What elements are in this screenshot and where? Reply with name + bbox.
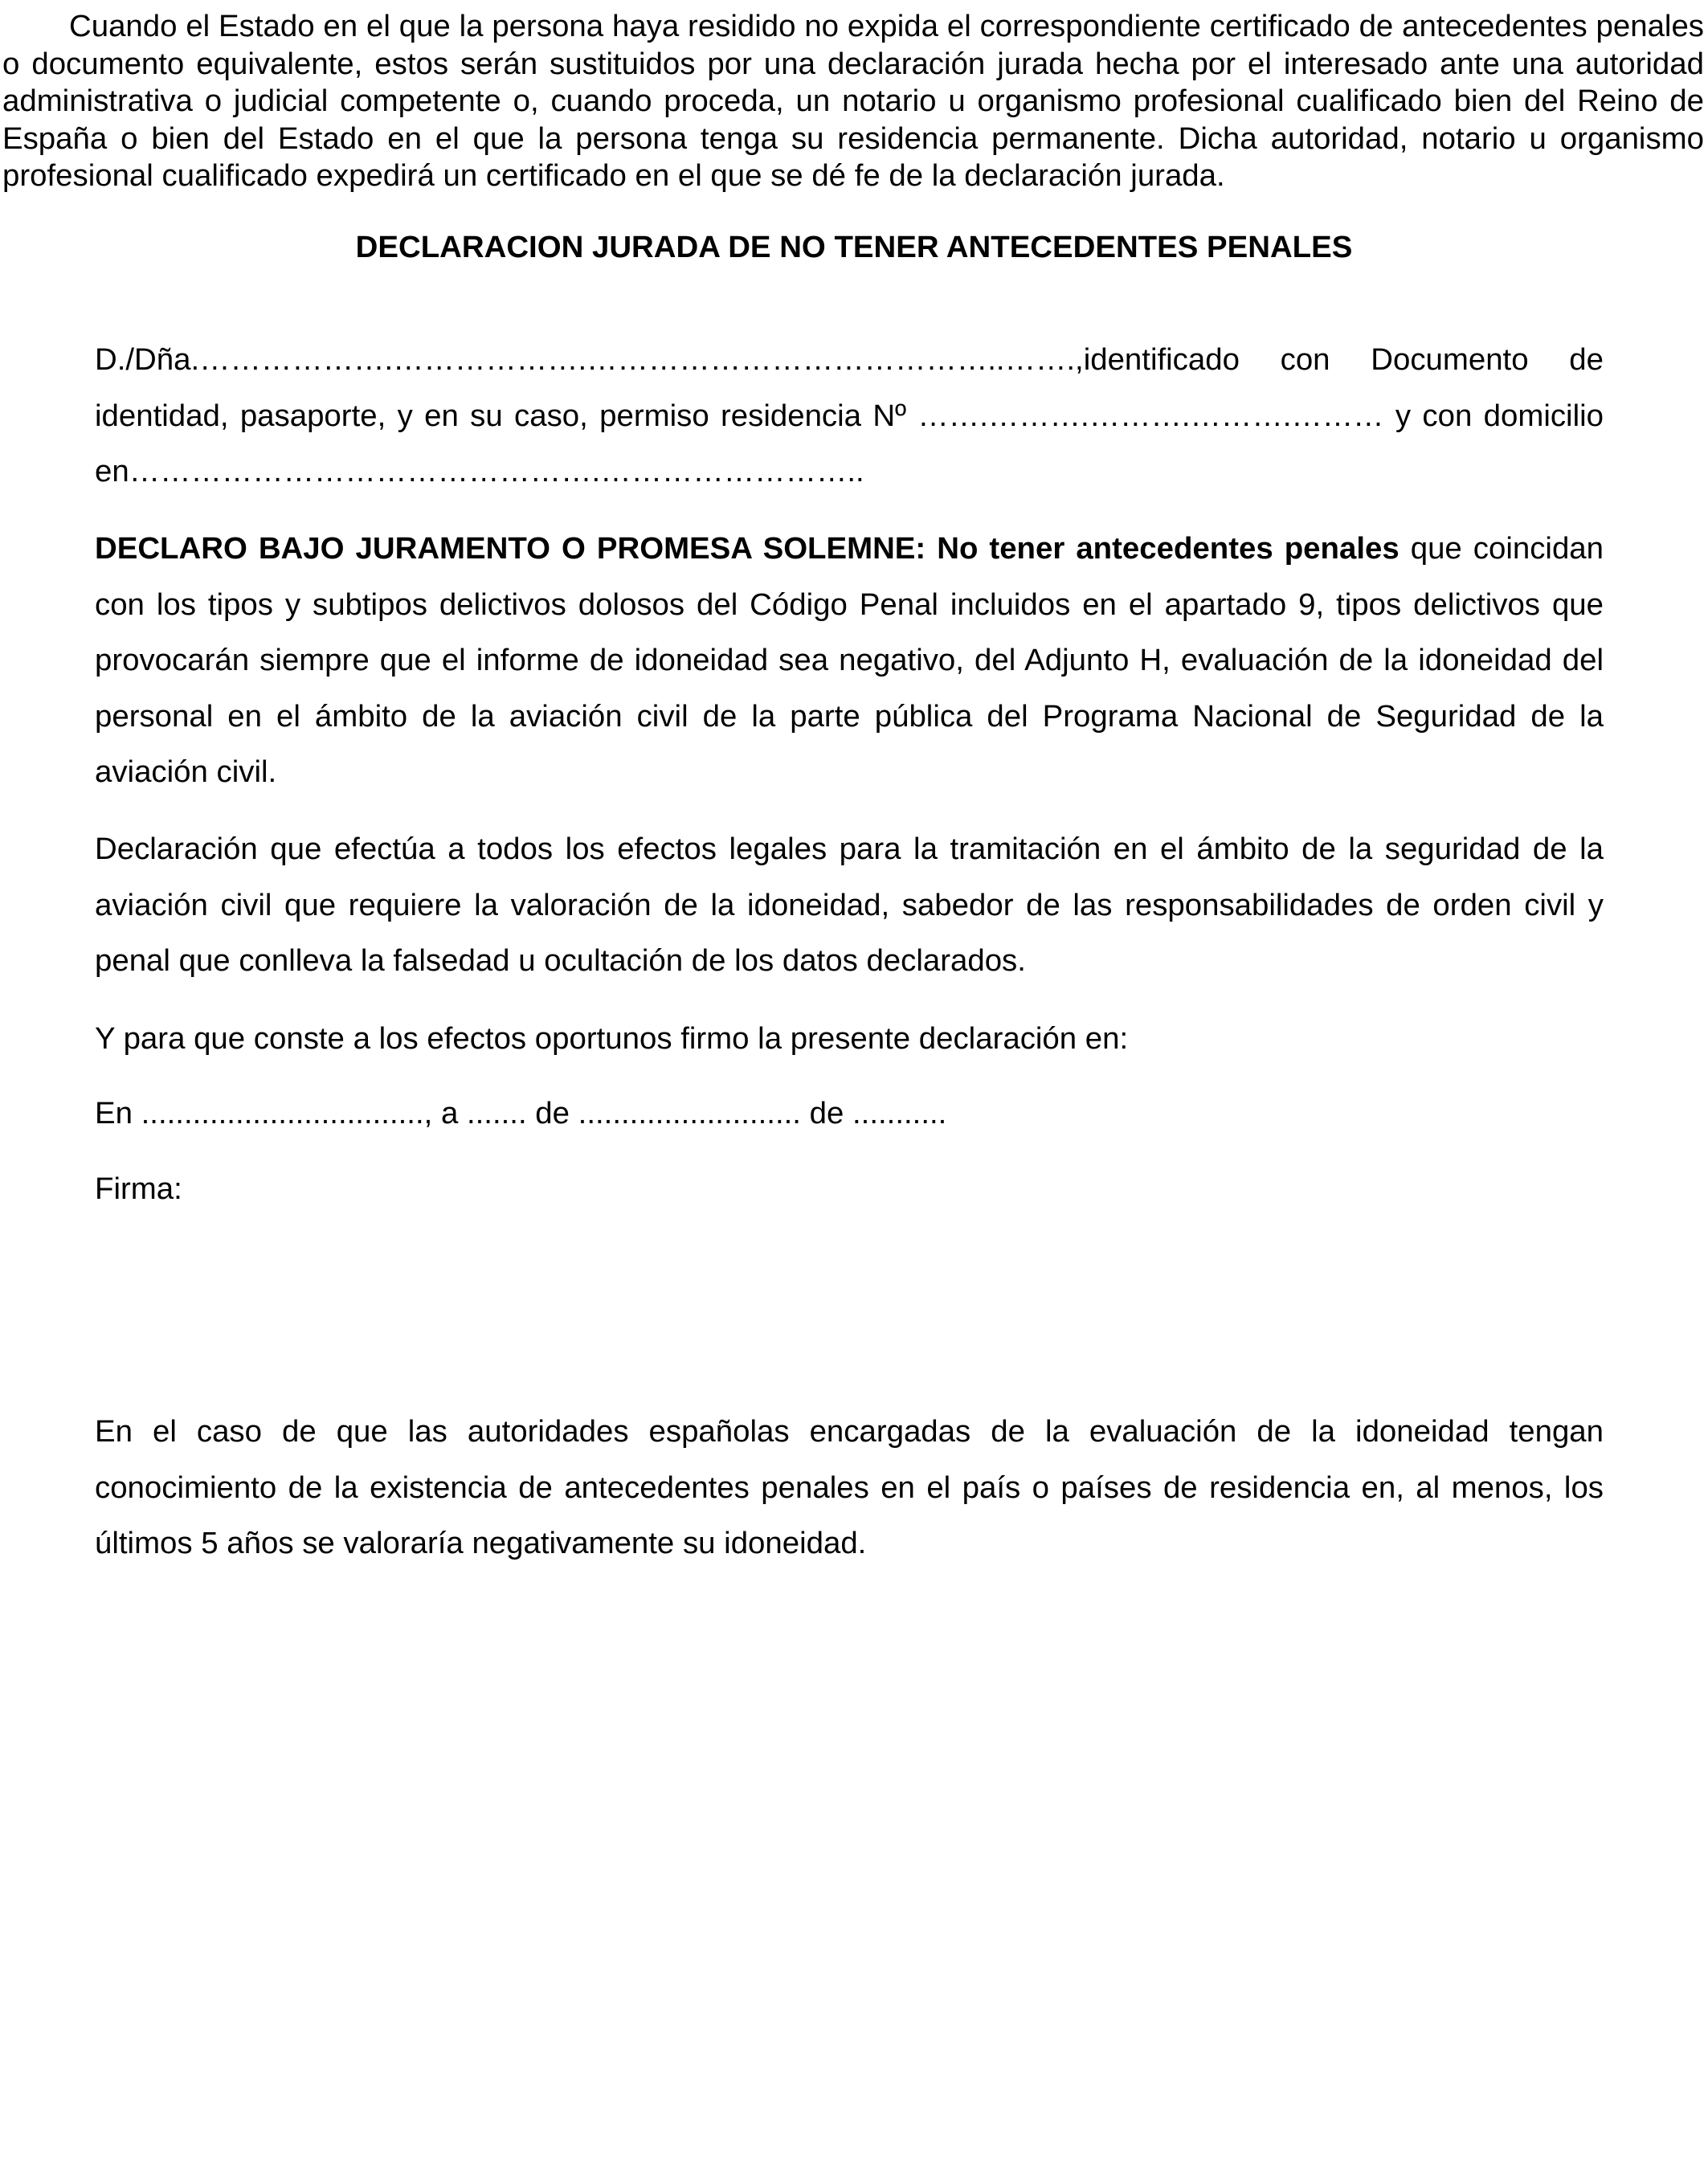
identity-paragraph: D./Dña.……………….……………….…………………………………..…….,identificado con Documento de identidad, pasaporte, y en su caso, permiso residencia Nº …….……….……….……….……… y con domicilio en……………………………………….…………………….. [95,342,1604,489]
signature-label: Firma: [95,1171,182,1206]
declaration-rest: que coincidan con los tipos y subtipos delictivos dolosos del Código Penal incluidos en el apartado 9, tipos delictivos que provocarán siempre que el informe de idoneidad sea negativo, del Adjunto H, evaluación de la idoneidad del personal en el ámbito de la aviación civil de la parte pública del Programa Nacional de Seguridad de la aviación civil. [95,531,1604,789]
place-date-line: En ................................., a ....... de .......................... de ........... [95,1096,947,1130]
note-paragraph: En el caso de que las autoridades españolas encargadas de la evaluación de la idoneidad tengan conocimiento de la existencia de antecedentes penales en el país o países de residencia en, al menos, los últimos 5 años se valoraría negativamente su idoneidad. [95,1414,1604,1560]
intro-paragraph: Cuando el Estado en el que la persona haya residido no expida el correspondiente certificado de antecedentes penales o documento equivalente, estos serán sustituidos por una declaración jurada hecha por el interesado ante una autoridad administrativa o judicial competente o, cuando proceda, un notario u organismo profesional cualificado bien del Reino de España o bien del Estado en el que la persona tenga su residencia permanente. Dicha autoridad, notario u organismo profesional cualificado expedirá un certificado en el que se dé fe de la declaración jurada. [2,9,1704,193]
declaration-paragraph [95,521,1604,800]
legal-effects-paragraph: Declaración que efectúa a todos los efectos legales para la tramitación en el ámbito de la seguridad de la aviación civil que requiere la valoración de la idoneidad, sabedor de las responsabilidades de orden civil y penal que conlleva la falsedad u ocultación de los datos declarados. [95,832,1604,978]
closing-line: Y para que conste a los efectos oportunos firmo la presente declaración en: [95,1021,1129,1056]
declaration-bold-lead: DECLARO BAJO JURAMENTO O PROMESA SOLEMNE: No tener antecedentes penales [95,531,1399,566]
document-title: DECLARACION JURADA DE NO TENER ANTECEDENTES PENALES [355,230,1353,264]
